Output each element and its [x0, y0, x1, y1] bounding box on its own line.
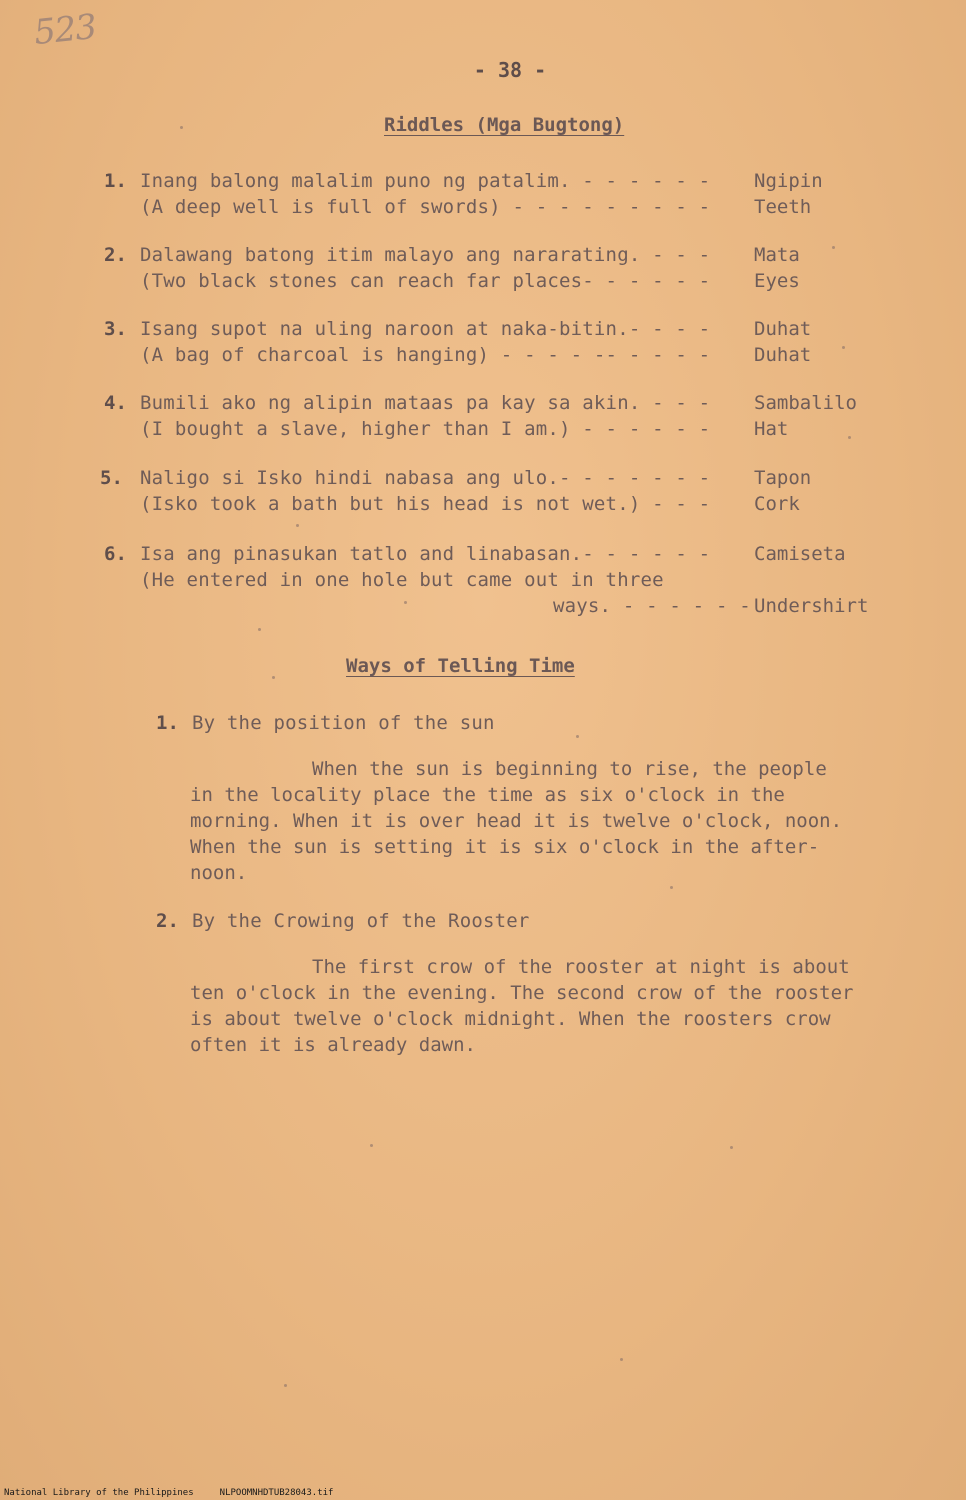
footer-filename: NLPOOMNHDTUB28043.tif	[219, 1488, 334, 1498]
paper-speck	[272, 676, 275, 679]
riddle-5-number: 5.	[100, 467, 123, 489]
way-1-line-5: noon.	[190, 862, 248, 884]
riddle-3-number: 3.	[104, 318, 127, 340]
riddle-5-answer-english: Cork	[754, 493, 800, 515]
riddle-6-answer-tagalog: Camiseta	[754, 543, 846, 565]
way-1-line-1: When the sun is beginning to rise, the people	[312, 758, 827, 780]
way-2-title: By the Crowing of the Rooster	[192, 910, 530, 932]
riddle-4-answer-tagalog: Sambalilo	[754, 392, 857, 414]
paper-speck	[848, 436, 851, 439]
paper-speck	[620, 1358, 623, 1361]
riddle-3-english: (A bag of charcoal is hanging) - - - - -- - - - -	[140, 344, 711, 366]
riddle-1-answer-tagalog: Ngipin	[754, 170, 823, 192]
riddle-2-answer-english: Eyes	[754, 270, 800, 292]
riddle-1-number: 1.	[104, 170, 127, 192]
way-1-line-2: in the locality place the time as six o'clock in the	[190, 784, 785, 806]
riddle-6-answer-english: Undershirt	[754, 595, 869, 617]
paper-speck	[180, 126, 183, 129]
riddle-3-tagalog: Isang supot na uling naroon at naka-bitin.- - - -	[140, 318, 711, 340]
riddle-6-number: 6.	[104, 543, 127, 565]
footer-library: National Library of the Philippines	[4, 1488, 194, 1498]
way-2-line-1: The first crow of the rooster at night is about	[312, 956, 850, 978]
paper-speck	[670, 886, 673, 889]
way-1-title: By the position of the sun	[192, 712, 495, 734]
riddle-2-answer-tagalog: Mata	[754, 244, 800, 266]
scan-footer	[4, 1488, 359, 1498]
riddle-4-tagalog: Bumili ako ng alipin mataas pa kay sa akin. - - -	[140, 392, 711, 414]
paper-speck	[404, 601, 407, 604]
riddles-heading: Riddles (Mga Bugtong)	[384, 114, 625, 136]
riddle-6-english-continued: ways. - - - - - -	[553, 595, 751, 617]
paper-speck	[258, 628, 261, 631]
riddle-5-answer-tagalog: Tapon	[754, 467, 812, 489]
riddle-2-number: 2.	[104, 244, 127, 266]
way-2-line-3: is about twelve o'clock midnight. When the roosters crow	[190, 1008, 831, 1030]
ways-heading: Ways of Telling Time	[346, 655, 575, 677]
way-1-number: 1.	[156, 712, 179, 734]
paper-speck	[284, 1384, 287, 1387]
paper-speck	[370, 1144, 373, 1147]
riddle-4-number: 4.	[104, 392, 127, 414]
riddle-3-answer-english: Duhat	[754, 344, 812, 366]
riddle-5-english: (Isko took a bath but his head is not wet.) - - -	[140, 493, 711, 515]
riddle-3-answer-tagalog: Duhat	[754, 318, 812, 340]
riddle-2-tagalog: Dalawang batong itim malayo ang nararating. - - -	[140, 244, 711, 266]
riddle-6-tagalog: Isa ang pinasukan tatlo and linabasan.- - - - - -	[140, 543, 711, 565]
paper-speck	[296, 524, 299, 527]
riddle-1-tagalog: Inang balong malalim puno ng patalim. - - - - - -	[140, 170, 711, 192]
page-number: - 38 -	[473, 58, 547, 82]
way-1-line-4: When the sun is setting it is six o'clock in the after-	[190, 836, 820, 858]
riddle-5-tagalog: Naligo si Isko hindi nabasa ang ulo.- - - - - - -	[140, 467, 711, 489]
handwritten-page-mark: 523	[32, 6, 98, 54]
riddle-6-english: (He entered in one hole but came out in three	[140, 569, 664, 591]
riddle-1-english: (A deep well is full of swords) - - - - - - - - -	[140, 196, 711, 218]
riddle-4-answer-english: Hat	[754, 418, 789, 440]
way-2-line-2: ten o'clock in the evening. The second crow of the rooster	[190, 982, 854, 1004]
riddle-4-english: (I bought a slave, higher than I am.) - - - - - -	[140, 418, 711, 440]
paper-speck	[842, 346, 845, 349]
paper-speck	[576, 735, 579, 738]
paper-speck	[832, 246, 835, 249]
riddle-2-english: (Two black stones can reach far places- - - - - -	[140, 270, 711, 292]
way-2-number: 2.	[156, 910, 179, 932]
riddle-1-answer-english: Teeth	[754, 196, 812, 218]
way-1-line-3: morning. When it is over head it is twelve o'clock, noon.	[190, 810, 843, 832]
way-2-line-4: often it is already dawn.	[190, 1034, 476, 1056]
paper-speck	[730, 1146, 733, 1149]
